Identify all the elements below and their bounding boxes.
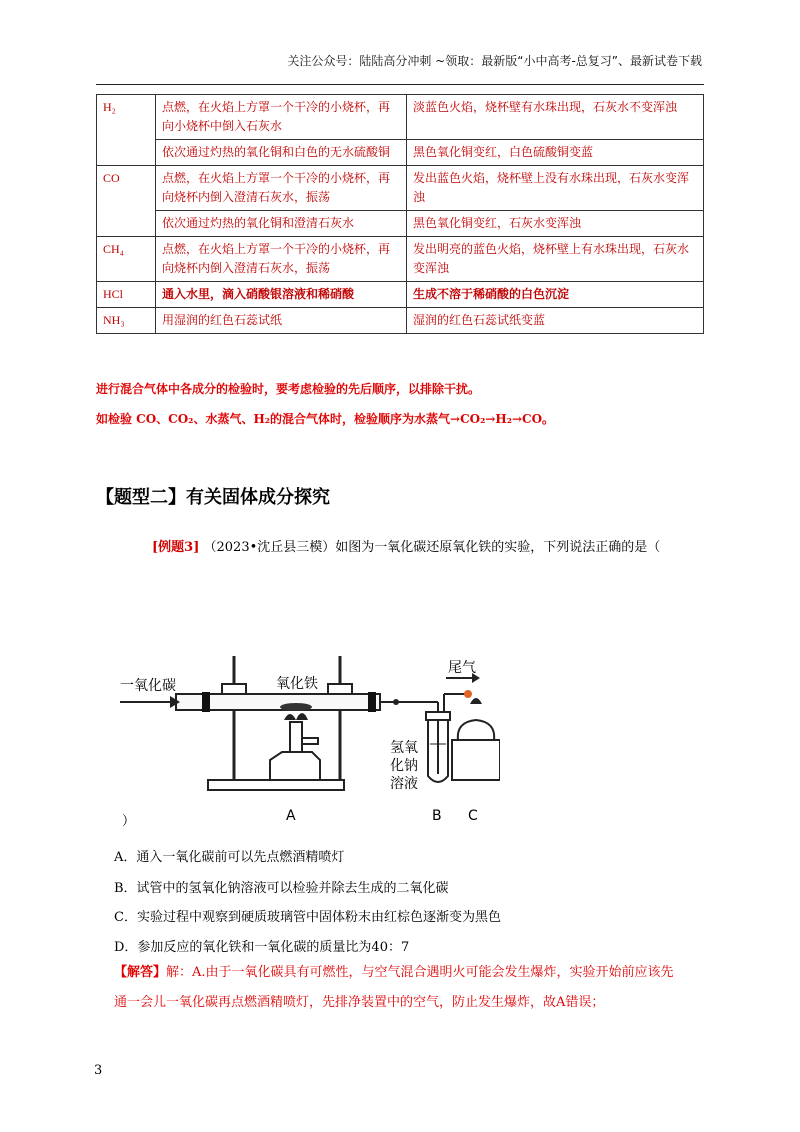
stopper bbox=[368, 692, 376, 712]
option-b: B．试管中的氢氧化钠溶液可以检验并除去生成的二氧化碳 bbox=[114, 881, 449, 896]
phenomenon-cell: 黑色氧化铜变红，石灰水变浑浊 bbox=[407, 211, 704, 237]
answer-tag: 【解答】 bbox=[114, 965, 167, 980]
page-number: 3 bbox=[94, 1063, 103, 1078]
alcohol-lamp bbox=[458, 720, 494, 740]
note-line: 进行混合气体中各成分的检验时，要考虑检验的先后顺序，以排除干扰。 bbox=[96, 382, 481, 396]
example-question bbox=[152, 536, 660, 555]
section-title: 【题型二】有关固体成分探究 bbox=[96, 487, 330, 508]
phenomenon-cell: 发出明亮的蓝色火焰，烧杯壁上有水珠出现，石灰水变浑浊 bbox=[407, 237, 704, 282]
page-header: 关注公众号：陆陆高分冲刺 ~领取：最新版“小中高考-总复习”、最新试卷下载 bbox=[287, 54, 702, 68]
burning-exhaust-icon bbox=[464, 690, 472, 698]
pipe-joint bbox=[393, 699, 399, 705]
iron-oxide-label: 氧化铁 bbox=[276, 676, 318, 692]
table-row bbox=[97, 237, 704, 282]
lamp-flame-icon bbox=[470, 698, 482, 704]
phenomenon-cell: 湿润的红色石蕊试纸变蓝 bbox=[407, 308, 704, 334]
table-row bbox=[97, 166, 704, 211]
label-c: C bbox=[468, 808, 478, 824]
label-a: A bbox=[286, 808, 296, 824]
co-label: 一氧化碳 bbox=[120, 678, 176, 694]
stopper bbox=[202, 692, 210, 712]
note-line: 如检验 CO、CO₂、水蒸气、H₂的混合气体时，检验顺序为水蒸气→CO₂→H₂→CO。 bbox=[96, 412, 555, 426]
operation-cell: 用湿润的红色石蕊试纸 bbox=[156, 308, 407, 334]
clamp bbox=[328, 684, 352, 694]
naoh-label: 氢氧 bbox=[390, 740, 418, 756]
torch-base bbox=[270, 752, 320, 780]
gas-cell: CO bbox=[97, 166, 156, 237]
gas-cell: NH₃ bbox=[97, 308, 156, 334]
gas-cell: HCl bbox=[97, 282, 156, 308]
example-text: （2023•沈丘县三模）如图为一氧化碳还原氧化铁的实验，下列说法正确的是（ bbox=[203, 540, 661, 555]
option-d: D．参加反应的氧化铁和一氧化碳的质量比为40：7 bbox=[114, 940, 410, 955]
close-paren: ） bbox=[122, 814, 136, 829]
operation-cell: 依次通过灼热的氧化铜和澄清石灰水 bbox=[156, 211, 407, 237]
example-tag: [例题3] bbox=[152, 540, 200, 555]
table-row bbox=[97, 308, 704, 334]
tube-stopper bbox=[426, 712, 450, 720]
phenomenon-cell: 生成不溶于稀硝酸的白色沉淀 bbox=[407, 282, 704, 308]
torch-knob bbox=[302, 738, 318, 744]
answer-block bbox=[114, 958, 686, 1018]
exhaust-label: 尾气 bbox=[448, 660, 476, 676]
table-row bbox=[97, 282, 704, 308]
lamp-stand bbox=[452, 740, 500, 780]
operation-cell: 点燃，在火焰上方罩一个干冷的小烧杯，再向小烧杯中倒入石灰水 bbox=[156, 95, 407, 140]
torch-body bbox=[290, 722, 302, 756]
table-row bbox=[97, 211, 704, 237]
table-row bbox=[97, 140, 704, 166]
naoh-label: 溶液 bbox=[390, 776, 418, 792]
operation-cell: 点燃，在火焰上方罩一个干冷的小烧杯，再向烧杯内倒入澄清石灰水，振荡 bbox=[156, 237, 407, 282]
label-b: B bbox=[432, 808, 442, 824]
gas-cell: H₂ bbox=[97, 95, 156, 166]
operation-cell: 点燃，在火焰上方罩一个干冷的小烧杯，再向烧杯内倒入澄清石灰水，振荡 bbox=[156, 166, 407, 211]
apparatus-figure bbox=[120, 640, 500, 830]
naoh-label: 化钠 bbox=[390, 758, 418, 774]
table-row bbox=[97, 95, 704, 140]
option-a: A．通入一氧化碳前可以先点燃酒精喷灯 bbox=[114, 850, 345, 865]
option-c: C．实验过程中观察到硬质玻璃管中固体粉末由红棕色逐渐变为黑色 bbox=[114, 910, 501, 925]
iron-oxide-powder bbox=[280, 703, 312, 711]
phenomenon-cell: 黑色氧化铜变红，白色硫酸铜变蓝 bbox=[407, 140, 704, 166]
gas-cell: CH₄ bbox=[97, 237, 156, 282]
header-divider bbox=[96, 84, 704, 85]
clamp bbox=[222, 684, 246, 694]
phenomenon-cell: 发出蓝色火焰，烧杯壁上没有水珠出现，石灰水变浑浊 bbox=[407, 166, 704, 211]
answer-text: 解：A.由于一氧化碳具有可燃性，与空气混合遇明火可能会发生爆炸，实验开始前应该先通一会儿一氧化碳再点燃酒精喷灯，先排净装置中的空气，防止发生爆炸，故A错误； bbox=[114, 965, 674, 1010]
stand-base bbox=[208, 780, 344, 790]
operation-cell: 依次通过灼热的氧化铜和白色的无水硫酸铜 bbox=[156, 140, 407, 166]
gas-test-table bbox=[96, 94, 704, 334]
operation-cell: 通入水里，滴入硝酸银溶液和稀硝酸 bbox=[156, 282, 407, 308]
phenomenon-cell: 淡蓝色火焰，烧杯壁有水珠出现，石灰水不变浑浊 bbox=[407, 95, 704, 140]
flame-icon bbox=[284, 713, 308, 720]
